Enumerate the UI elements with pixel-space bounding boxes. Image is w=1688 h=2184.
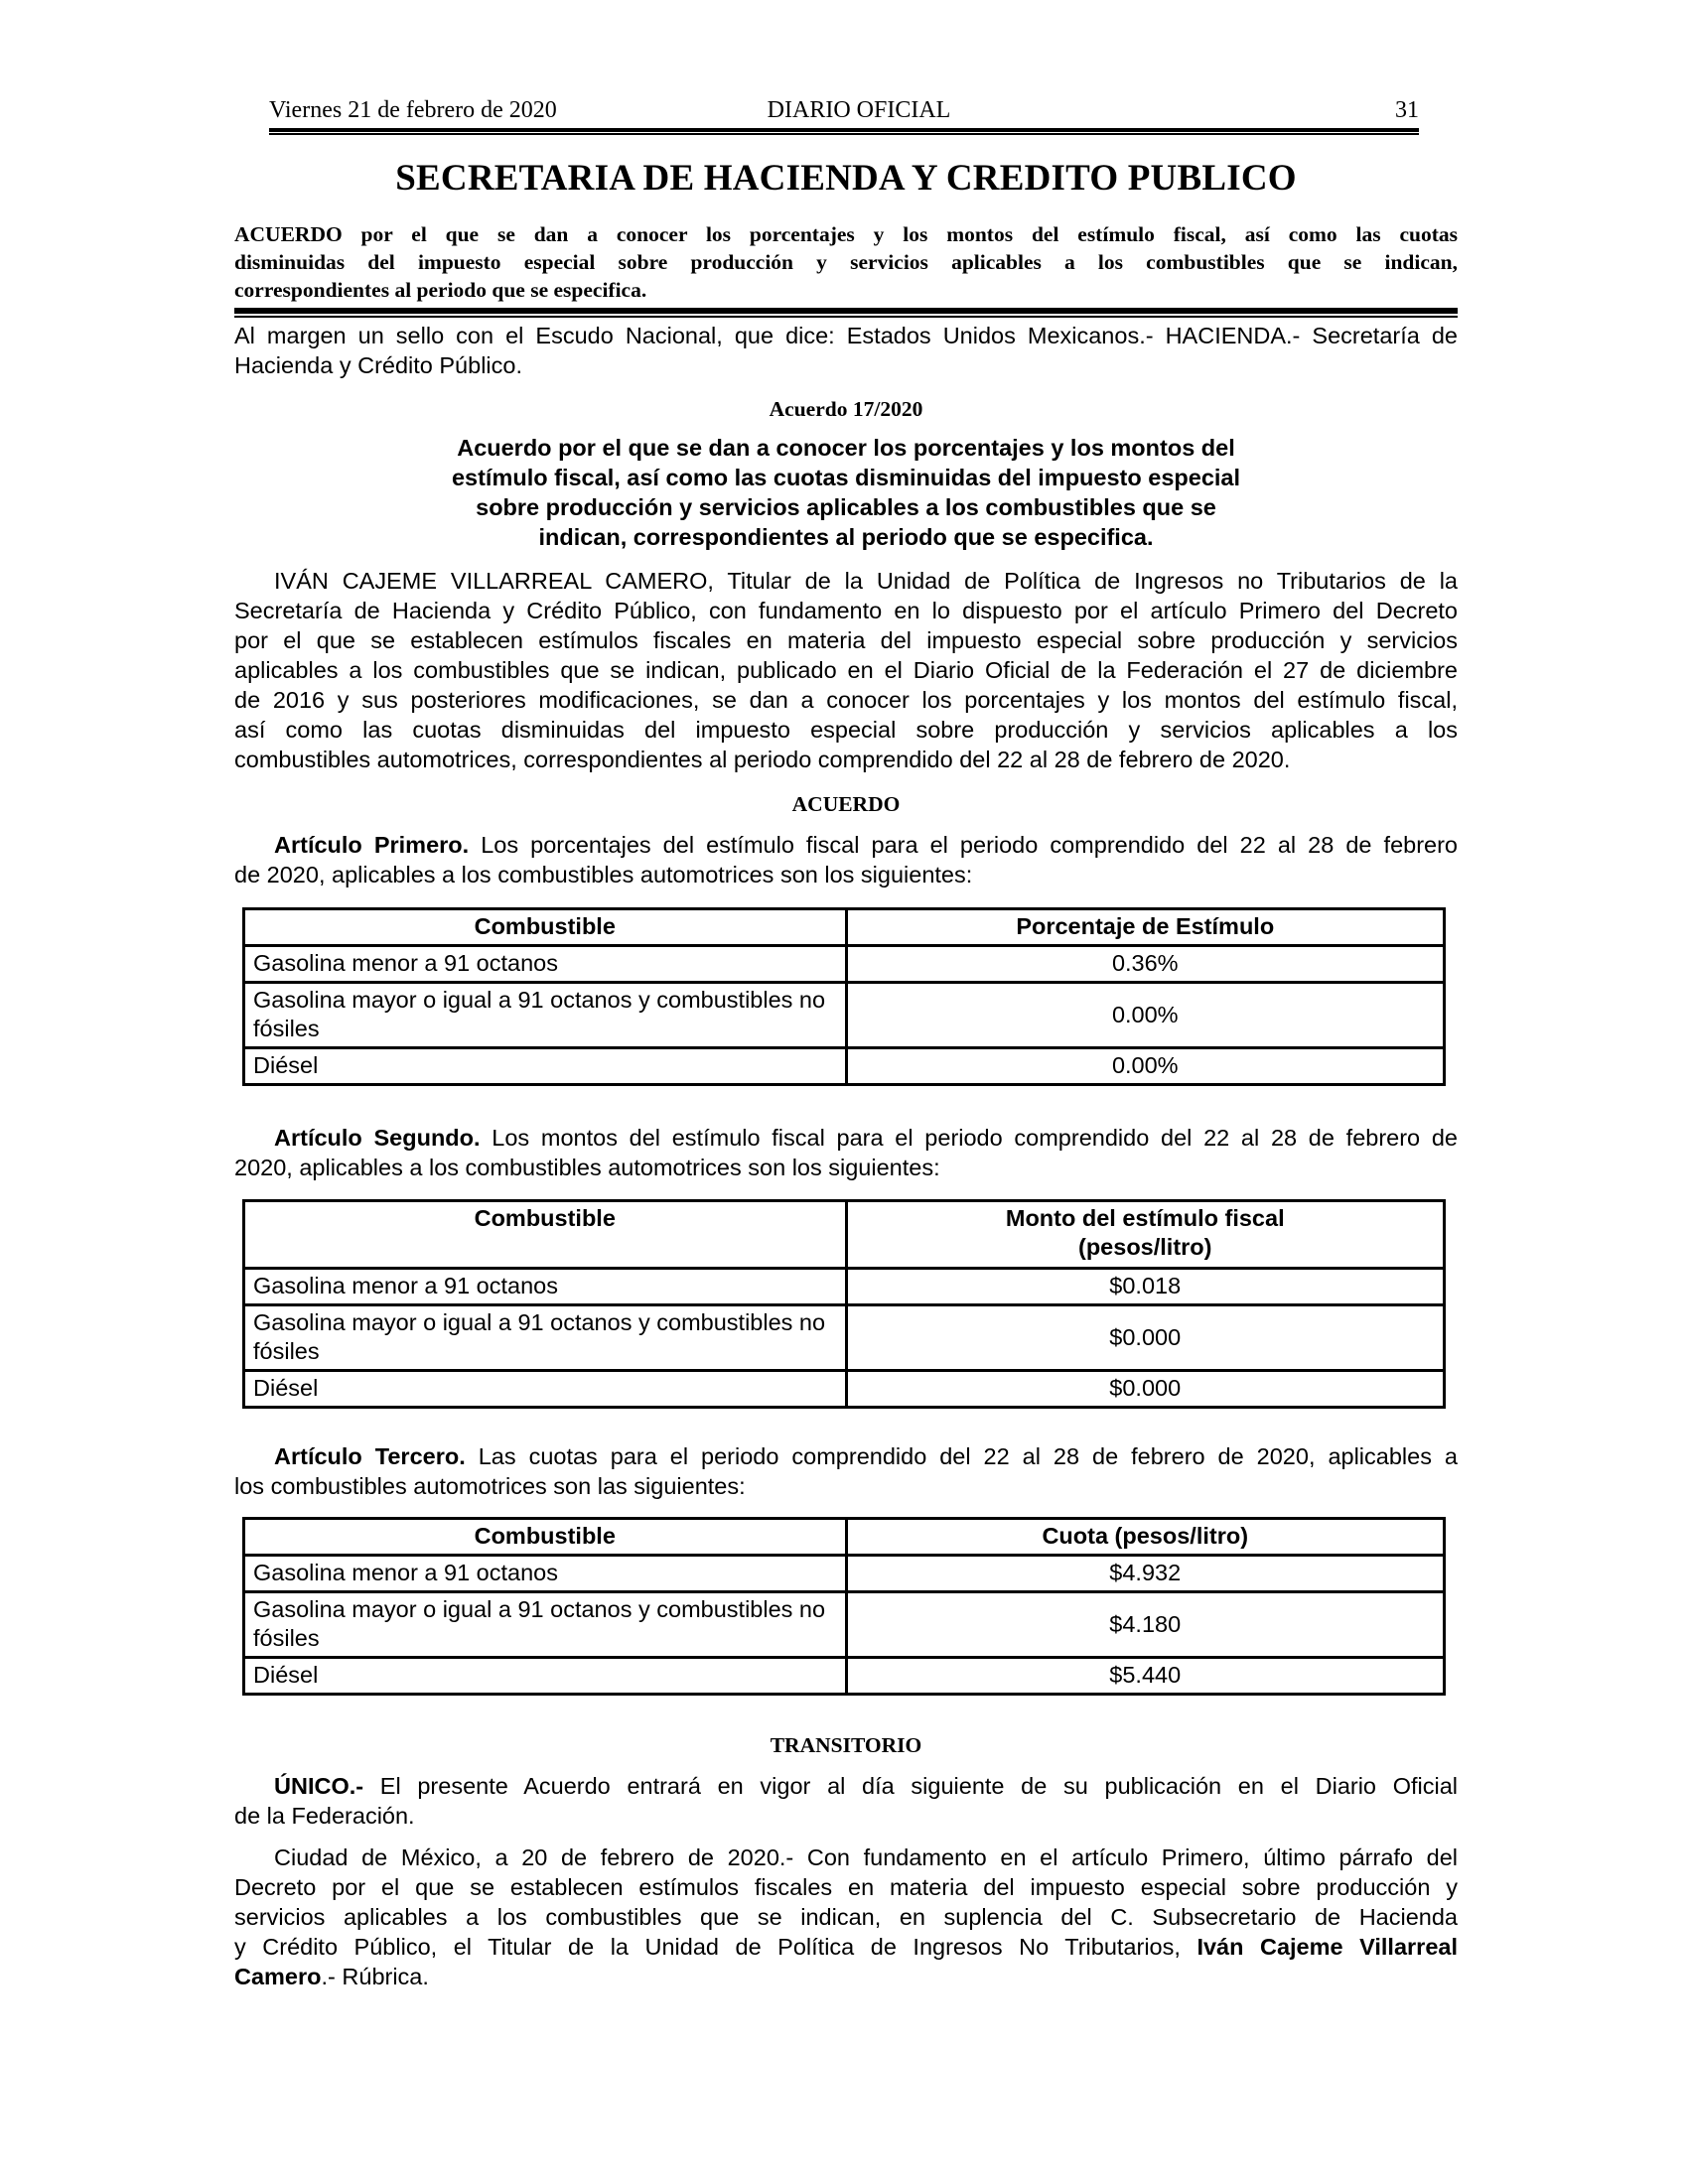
table-row	[244, 1048, 1445, 1085]
summary-block	[234, 220, 1458, 304]
margin-note-line: Hacienda y Crédito Público.	[234, 352, 522, 378]
quota-table	[242, 1517, 1446, 1696]
table-row	[244, 983, 1445, 1048]
unico-line: ÚNICO.- El presente Acuerdo entrará en vigor al día siguiente de su publicación en el Diario Oficial	[274, 1773, 1458, 1799]
article-label: Artículo Primero.	[274, 832, 470, 858]
stimulus-percentage-table	[242, 907, 1446, 1086]
section-title: SECRETARIA DE HACIENDA Y CREDITO PUBLICO	[395, 158, 1297, 199]
article-label: Artículo Segundo.	[274, 1125, 481, 1151]
agreement-title	[234, 433, 1458, 552]
fuel-cell: Gasolina menor a 91 octanos	[244, 946, 847, 983]
summary-line: correspondientes al periodo que se especifica.	[234, 278, 647, 302]
column-header: Combustible	[244, 1519, 847, 1556]
table-header-row	[244, 1519, 1445, 1556]
article-line: Artículo Tercero. Las cuotas para el periodo comprendido del 22 al 28 de febrero de 2020, aplicables a	[274, 1443, 1458, 1469]
signatory-name: Iván Cajeme Villarreal	[1196, 1934, 1458, 1960]
article-line: de 2020, aplicables a los combustibles automotrices son los siguientes:	[234, 862, 973, 887]
table-header-row	[244, 1201, 1445, 1269]
value-cell: 0.00%	[846, 983, 1444, 1048]
closing-line: Decreto por el que se establecen estímulos fiscales en materia del impuesto especial sobre producción y	[234, 1874, 1458, 1900]
closing-line	[234, 1962, 1458, 1991]
article-line: Artículo Segundo. Los montos del estímulo fiscal para el periodo comprendido del 22 al 28 de febrero de	[274, 1125, 1458, 1151]
agreement-number: Acuerdo 17/2020	[769, 397, 923, 421]
transitorio-heading: TRANSITORIO	[770, 1733, 922, 1757]
column-header: Porcentaje de Estímulo	[846, 909, 1444, 946]
margin-note	[234, 321, 1458, 380]
fuel-cell: Gasolina mayor o igual a 91 octanos y combustibles no fósiles	[244, 1592, 847, 1658]
preamble-line: de 2016 y sus posteriores modificaciones, se dan a conocer los porcentajes y los montos del estímulo fiscal,	[234, 687, 1458, 713]
preamble-line: combustibles automotrices, correspondientes al periodo comprendido del 22 al 28 de febrero de 2020.	[234, 747, 1291, 772]
fuel-cell: Diésel	[244, 1371, 847, 1408]
preamble-line: Secretaría de Hacienda y Crédito Público, con fundamento en lo dispuesto por el artículo Primero del Decreto	[234, 598, 1458, 623]
summary-line: disminuidas del impuesto especial sobre producción y servicios aplicables a los combustibles que se indican,	[234, 250, 1458, 274]
table-row	[244, 1371, 1445, 1408]
unico-label: ÚNICO.-	[274, 1773, 364, 1799]
column-header: Monto del estímulo fiscal (pesos/litro)	[846, 1201, 1445, 1269]
column-header: Combustible	[244, 1201, 847, 1269]
acuerdo-heading: ACUERDO	[791, 792, 901, 816]
article-tercero	[234, 1441, 1458, 1501]
table-row	[244, 1305, 1445, 1371]
article-line: los combustibles automotrices son las siguientes:	[234, 1473, 746, 1499]
summary-line: ACUERDO por el que se dan a conocer los porcentajes y los montos del estímulo fiscal, así como las cuotas	[234, 222, 1458, 246]
agreement-title-line: Acuerdo por el que se dan a conocer los porcentajes y los montos del	[457, 435, 1235, 461]
preamble-paragraph	[234, 566, 1458, 774]
article-label: Artículo Tercero.	[274, 1443, 466, 1469]
header-rule	[269, 128, 1419, 135]
header-publication: DIARIO OFICIAL	[767, 97, 951, 123]
header-date: Viernes 21 de febrero de 2020	[269, 97, 557, 123]
closing-line: Ciudad de México, a 20 de febrero de 2020.- Con fundamento en el artículo Primero, último párrafo del	[274, 1844, 1458, 1870]
agreement-title-line: indican, correspondientes al periodo que se especifica.	[538, 524, 1154, 550]
article-primero	[234, 830, 1458, 889]
running-header	[269, 95, 1419, 125]
margin-note-line: Al margen un sello con el Escudo Nacional, que dice: Estados Unidos Mexicanos.- HACIENDA.- Secretaría de	[234, 323, 1458, 348]
value-cell: 0.36%	[846, 946, 1444, 983]
unico-paragraph	[234, 1771, 1458, 1831]
fuel-cell: Gasolina mayor o igual a 91 octanos y combustibles no fósiles	[244, 1305, 847, 1371]
agreement-title-line: sobre producción y servicios aplicables a los combustibles que se	[476, 494, 1216, 520]
table-row	[244, 946, 1445, 983]
preamble-line: IVÁN CAJEME VILLARREAL CAMERO, Titular de la Unidad de Política de Ingresos no Tributarios de la	[274, 568, 1458, 594]
column-header: Cuota (pesos/litro)	[846, 1519, 1445, 1556]
article-line: 2020, aplicables a los combustibles automotrices son los siguientes:	[234, 1155, 940, 1180]
fuel-cell: Diésel	[244, 1048, 847, 1085]
fuel-cell: Diésel	[244, 1658, 847, 1695]
preamble-line: por el que se establecen estímulos fiscales en materia del impuesto especial sobre producción y servicios	[234, 627, 1458, 653]
article-segundo	[234, 1123, 1458, 1182]
stimulus-amount-table	[242, 1199, 1446, 1409]
value-cell: $0.000	[846, 1371, 1445, 1408]
unico-line: de la Federación.	[234, 1803, 415, 1829]
header-page-number: 31	[1395, 97, 1419, 123]
table-row	[244, 1556, 1445, 1592]
preamble-line: aplicables a los combustibles que se indican, publicado en el Diario Oficial de la Federación el 27 de diciembre	[234, 657, 1458, 683]
preamble-line: así como las cuotas disminuidas del impuesto especial sobre producción y servicios aplicables a los	[234, 717, 1458, 743]
table-row	[244, 1658, 1445, 1695]
value-cell: $5.440	[846, 1658, 1445, 1695]
signatory-surname: Camero	[234, 1964, 322, 1989]
table-header-row	[244, 909, 1445, 946]
closing-line: y Crédito Público, el Titular de la Unidad de Política de Ingresos No Tributarios, Iván Cajeme Villarreal	[234, 1934, 1458, 1960]
fuel-cell: Gasolina menor a 91 octanos	[244, 1556, 847, 1592]
value-cell: $4.932	[846, 1556, 1445, 1592]
closing-line: servicios aplicables a los combustibles que se indican, en suplencia del C. Subsecretario de Hacienda	[234, 1904, 1458, 1930]
table-row	[244, 1592, 1445, 1658]
closing-paragraph	[234, 1843, 1458, 1991]
table-row	[244, 1269, 1445, 1305]
rubrica: .- Rúbrica.	[321, 1964, 429, 1989]
value-cell: $0.000	[846, 1305, 1445, 1371]
title-rule	[234, 308, 1458, 318]
agreement-title-line: estímulo fiscal, así como las cuotas disminuidas del impuesto especial	[451, 465, 1241, 490]
value-cell: 0.00%	[846, 1048, 1444, 1085]
value-cell: $4.180	[846, 1592, 1445, 1658]
fuel-cell: Gasolina mayor o igual a 91 octanos y combustibles no fósiles	[244, 983, 847, 1048]
article-line: Artículo Primero. Los porcentajes del estímulo fiscal para el periodo comprendido del 22 al 28 de febrero	[274, 832, 1459, 858]
value-cell: $0.018	[846, 1269, 1445, 1305]
fuel-cell: Gasolina menor a 91 octanos	[244, 1269, 847, 1305]
column-header: Combustible	[244, 909, 847, 946]
